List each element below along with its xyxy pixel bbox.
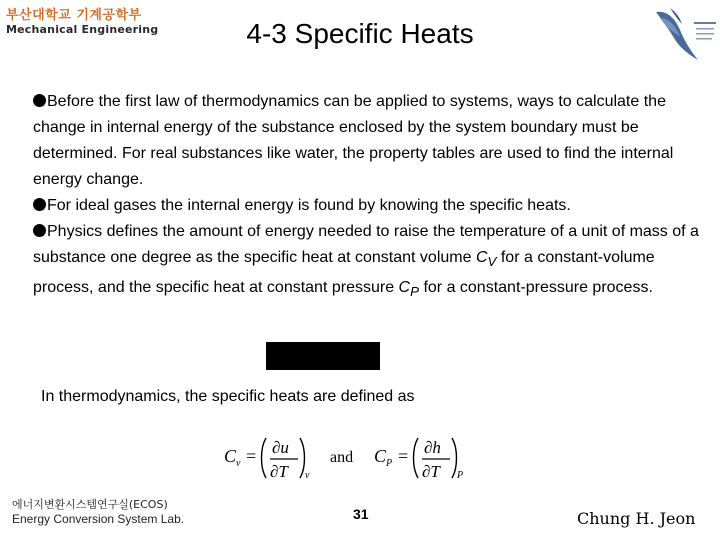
slide-title: 4-3 Specific Heats xyxy=(246,18,474,49)
university-emblem-icon xyxy=(650,4,718,64)
bullet-icon xyxy=(33,94,46,107)
paragraph-text: Physics defines the amount of energy needed to raise the temperature of a unit of mass of a substance one degree as the specific heat at constant volume xyxy=(33,223,699,266)
lab-name xyxy=(12,498,184,526)
denominator-t: ∂T xyxy=(270,462,288,481)
paragraph-text: for a constant-volume process, and the specific heat at constant pressure xyxy=(33,249,655,297)
cv-lhs: C xyxy=(224,446,237,466)
redacted-box xyxy=(266,342,380,370)
bullet-paragraph xyxy=(33,219,701,305)
subscript-p: P xyxy=(457,470,464,481)
paragraph-text: for a constant-pressure process. xyxy=(419,279,653,297)
bullet-paragraph xyxy=(33,89,701,193)
numerator-u: ∂u xyxy=(272,438,289,457)
department-name-english: Mechanical Engineering xyxy=(6,23,159,36)
cv-symbol: $C_V$ xyxy=(475,249,497,270)
numerator-h: ∂h xyxy=(424,438,441,457)
cp-symbol: $C_P$ xyxy=(398,279,419,300)
author-name: Chung H. Jeon xyxy=(577,509,696,528)
equals-sign: = xyxy=(398,446,409,466)
bullet-paragraph xyxy=(33,193,701,219)
subscript-v: v xyxy=(305,470,310,481)
bullet-icon xyxy=(33,198,46,211)
intro-text: In thermodynamics, the specific heats are defined as xyxy=(41,388,415,405)
department-name-korean: 부산대학교 기계공학부 xyxy=(6,8,142,23)
bullet-icon xyxy=(33,224,46,237)
slide-body xyxy=(33,89,701,305)
lab-name-english: Energy Conversion System Lab. xyxy=(12,512,185,526)
cp-lhs-sub: P xyxy=(386,458,393,469)
lab-name-korean: 에너지변환시스템연구실(ECOS) xyxy=(12,498,168,511)
paragraph-text: For ideal gases the internal energy is found by knowing the specific heats. xyxy=(47,197,571,214)
page-number: 31 xyxy=(353,506,369,522)
paragraph-text: Before the first law of thermodynamics can be applied to systems, ways to calculate the change in internal energy of the substance enclosed by the system boundary must be determined. For real substances like water, the property tables are used to find the internal energy change. xyxy=(33,93,674,188)
denominator-t: ∂T xyxy=(422,462,440,481)
cp-lhs: C xyxy=(374,446,387,466)
specific-heat-equation xyxy=(222,428,472,484)
and-word: and xyxy=(330,449,354,466)
cv-lhs-sub: v xyxy=(236,458,241,469)
equals-sign: = xyxy=(246,446,257,466)
